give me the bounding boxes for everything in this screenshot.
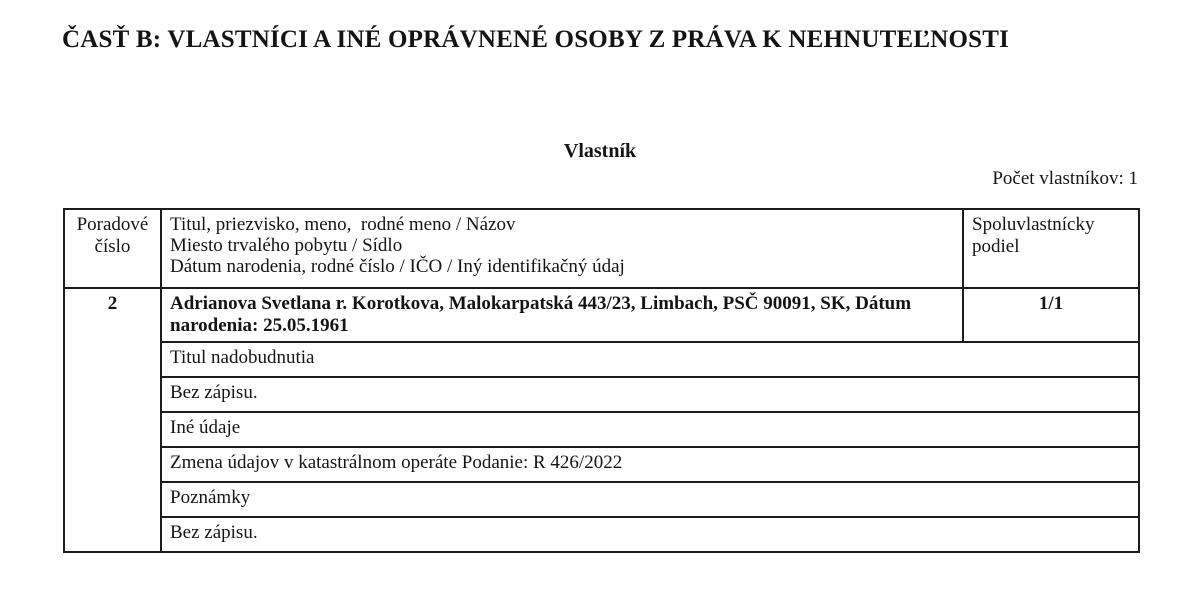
table-row xyxy=(64,342,1139,377)
header-identity-line2: Miesto trvalého pobytu / Sídlo xyxy=(170,235,403,256)
row-acquisition-title-label: Titul nadobudnutia xyxy=(161,342,1139,377)
table-row xyxy=(64,517,1139,552)
owner-ordinal-number: 2 xyxy=(64,288,161,552)
section-heading-owner: Vlastník xyxy=(563,140,637,162)
row-notes-label: Poznámky xyxy=(161,482,1139,517)
page-title: ČASŤ B: VLASTNÍCI A INÉ OPRÁVNENÉ OSOBY Z PRÁVA K NEHNUTEĽNOSTI xyxy=(62,26,1010,53)
row-other-data-value: Zmena údajov v katastrálnom operáte Podanie: R 426/2022 xyxy=(161,447,1139,482)
owners-table xyxy=(63,208,1140,553)
owner-share-value: 1/1 xyxy=(963,288,1139,342)
header-share-line1: Spoluvlastnícky xyxy=(972,214,1095,235)
header-ordinal-line1: Poradové xyxy=(76,214,149,235)
owner-count-label: Počet vlastníkov: 1 xyxy=(992,168,1138,189)
row-notes-value: Bez zápisu. xyxy=(161,517,1139,552)
owner-details: Adrianova Svetlana r. Korotkova, Malokarpatská 443/23, Limbach, PSČ 90091, SK, Dátum narodenia: 25.05.1961 xyxy=(161,288,963,342)
table-row xyxy=(64,482,1139,517)
header-ownership-share xyxy=(963,209,1139,288)
owner-row xyxy=(64,288,1139,342)
header-identity xyxy=(161,209,963,288)
header-share-line2: podiel xyxy=(972,236,1020,257)
table-header-row xyxy=(64,209,1139,288)
header-ordinal-number xyxy=(64,209,161,288)
header-identity-line3: Dátum narodenia, rodné číslo / IČO / Iný identifikačný údaj xyxy=(170,256,625,277)
table-row xyxy=(64,412,1139,447)
row-acquisition-title-value: Bez zápisu. xyxy=(161,377,1139,412)
table-row xyxy=(64,447,1139,482)
header-identity-line1: Titul, priezvisko, meno, rodné meno / Názov xyxy=(170,214,516,235)
header-ordinal-line2: číslo xyxy=(94,236,131,257)
row-other-data-label: Iné údaje xyxy=(161,412,1139,447)
table-row xyxy=(64,377,1139,412)
